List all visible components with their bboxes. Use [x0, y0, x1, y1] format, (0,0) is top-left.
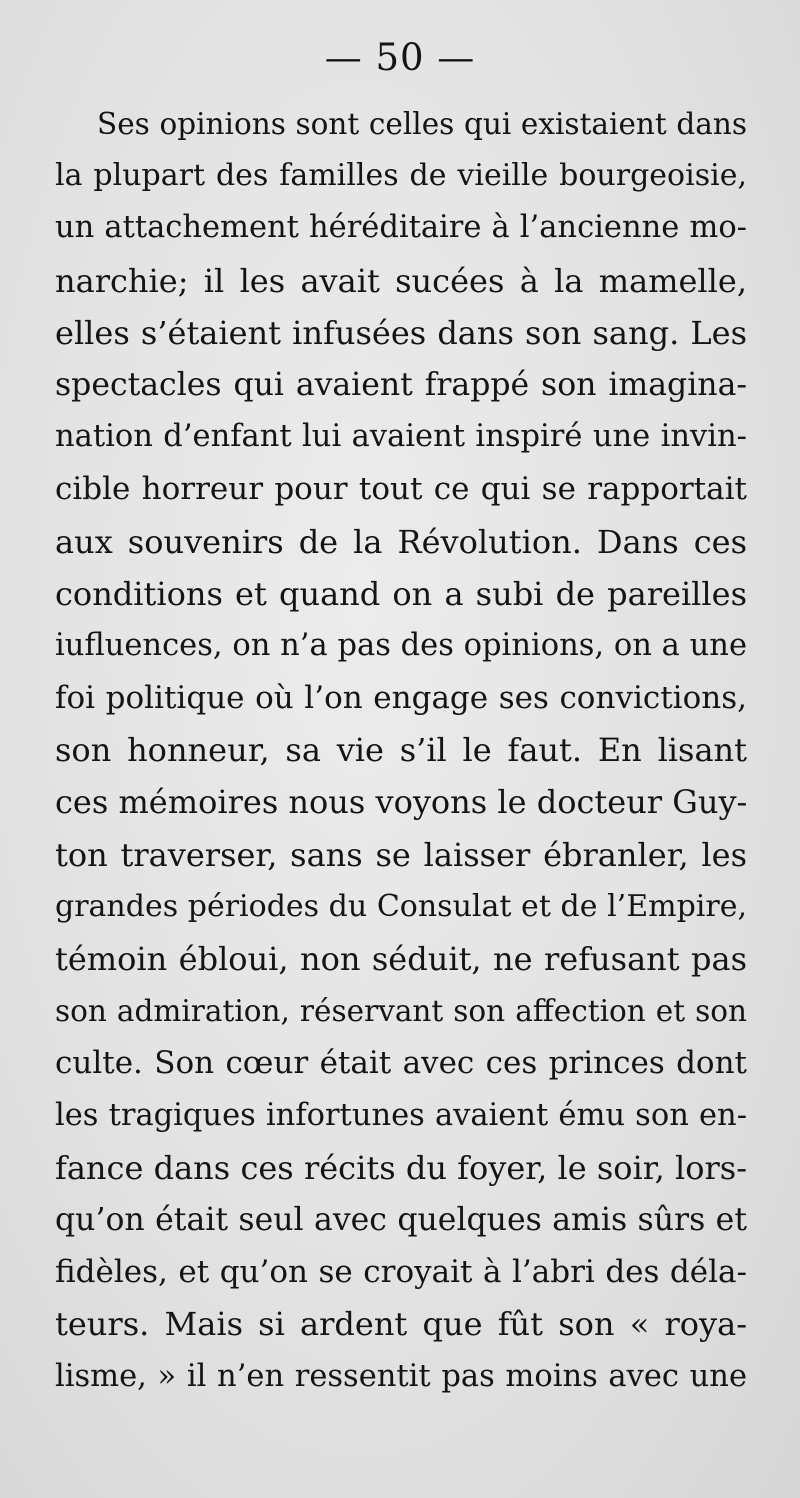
text-line: les tragiques infortunes avaient ému son en- — [55, 1097, 747, 1133]
text-line: culte. Son cœur était avec ces princes dont — [55, 1045, 747, 1082]
text-line: narchie; il les avait sucées à la mamelle, — [55, 261, 747, 300]
body-paragraph — [55, 98, 747, 1403]
text-line: elles s’étaient infusées dans son sang. Les — [55, 313, 747, 352]
text-line: un attachement héréditaire à l’ancienne mo- — [55, 210, 747, 246]
text-line: son honneur, sa vie s’il le faut. En lisant — [55, 731, 747, 770]
text-line: fidèles, et qu’on se croyait à l’abri des déla- — [55, 1254, 747, 1291]
text-line: témoin ébloui, non séduit, ne refusant pas — [55, 940, 747, 978]
text-line: aux souvenirs de la Révolution. Dans ces — [55, 522, 747, 561]
text-line: Ses opinions sont celles qui existaient dans — [97, 107, 747, 141]
text-line: fance dans ces récits du foyer, le soir, lors- — [55, 1148, 747, 1187]
text-line: iufluences, on n’a pas des opinions, on a une — [55, 627, 747, 663]
text-line: ces mémoires nous voyons le docteur Guy- — [55, 783, 748, 822]
text-line: spectacles qui avaient frappé son imagina- — [55, 366, 747, 403]
text-line: la plupart des familles de vieille bourgeoisie, — [55, 158, 747, 194]
text-line: conditions et quand on a subi de pareilles — [55, 574, 747, 613]
text-line: foi politique où l’on engage ses convictions, — [55, 680, 747, 717]
text-line: lisme, » il n’en ressentit pas moins avec une — [55, 1358, 747, 1394]
text-line: cible horreur pour tout ce qui se rapportait — [55, 471, 747, 508]
text-line: teurs. Mais si ardent que fût son « roya- — [55, 1305, 747, 1344]
page-number: — 50 — — [324, 36, 476, 79]
text-line: son admiration, réservant son affection et son — [55, 994, 747, 1029]
text-line: grandes périodes du Consulat et de l’Empire, — [55, 888, 747, 924]
text-line: qu’on était seul avec quelques amis sûrs et — [55, 1201, 747, 1238]
text-line: ton traverser, sans se laisser ébranler, les — [55, 835, 747, 874]
text-line: nation d’enfant lui avaient inspiré une invin- — [55, 419, 747, 455]
